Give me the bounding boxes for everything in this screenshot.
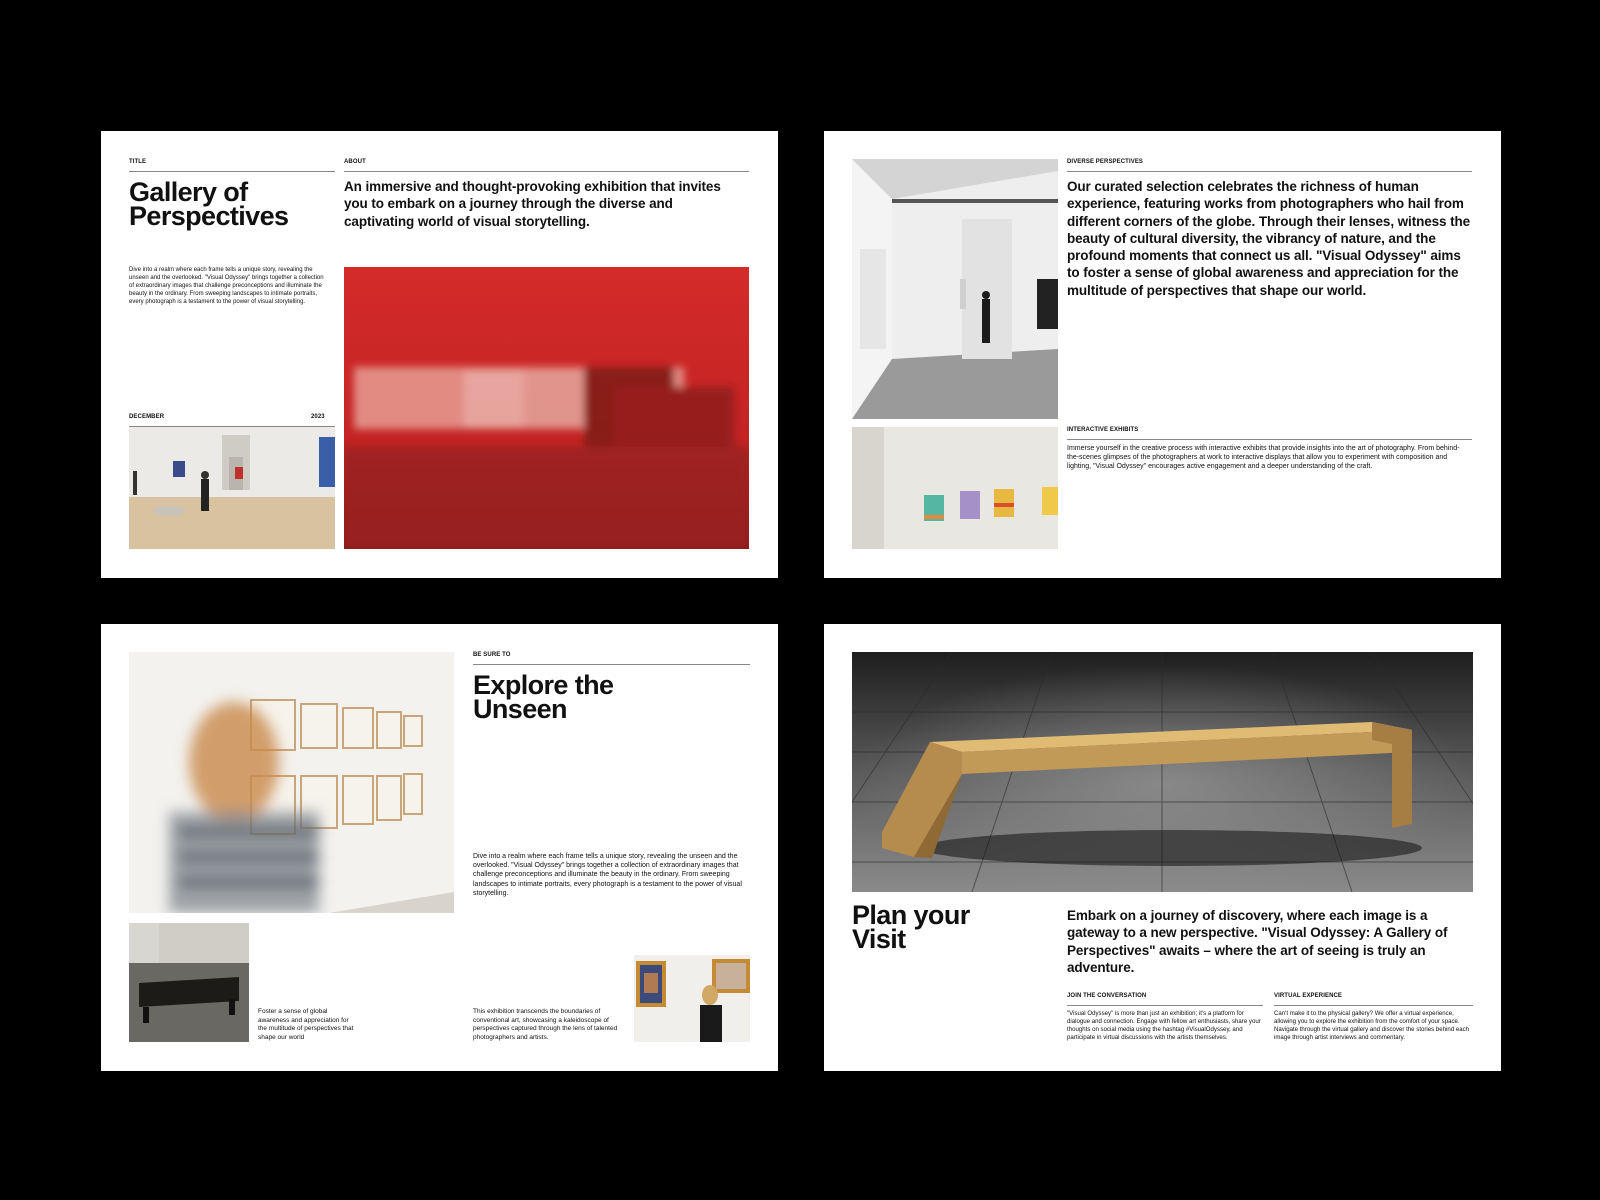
- join-text: "Visual Odyssey" is more than just an exhibition; it's a platform for dialogue and connection. Engage with fellow art enthusiasts, share your thoughts on social media using the hashtag #VisualOdyssey, and participate in virtual discussions with the artists themselves.: [1067, 1010, 1261, 1042]
- diverse-rule: [1067, 171, 1472, 172]
- woman-viewing-painting-photo: [634, 955, 750, 1042]
- plan-visit-lead: Embark on a journey of discovery, where each image is a gateway to a new perspective. "Visual Odyssey: A Gallery of Perspectives" awaits – where the art of seeing is truly an adventure.: [1067, 908, 1448, 975]
- virtual-text: Can't make it to the physical gallery? We offer a virtual experience, allowing you to explore the exhibition from the comfort of your space. Navigate through the virtual gallery and discover the stories behind each image through artist interviews and commentary.: [1274, 1010, 1470, 1042]
- slide-explore-the-unseen: [101, 624, 778, 1071]
- gallery-visitors-photo: [129, 427, 335, 549]
- about-rule: [344, 171, 749, 172]
- virtual-rule: [1274, 1005, 1473, 1006]
- join-rule: [1067, 1005, 1263, 1006]
- page-title: Gallery of Perspectives: [129, 177, 289, 232]
- leather-bench-photo: [129, 923, 249, 1042]
- interactive-rule: [1067, 439, 1472, 440]
- join-label: JOIN THE CONVERSATION: [1067, 993, 1147, 999]
- be-sure-rule: [473, 664, 750, 665]
- foster-text: Foster a sense of global awareness and appreciation for the multitude of perspectives that shape our world: [258, 1008, 354, 1041]
- blurred-visitor-framed-prints-photo: [129, 652, 454, 913]
- title-rule: [129, 171, 335, 172]
- month-label: DECEMBER: [129, 414, 165, 420]
- title-label: TITLE: [129, 159, 147, 165]
- explore-body-text: Dive into a realm where each frame tells a unique story, revealing the unseen and the overlooked. "Visual Odyssey" brings together a collection of extraordinary images that challenge preconceptions and illuminate the beauty in the ordinary. From sweeping landscapes to intimate portraits, every photograph is a testament to the power of visual storytelling.: [473, 853, 742, 897]
- red-gallery-wall-photo: [344, 267, 749, 549]
- interactive-text: Immerse yourself in the creative process with interactive exhibits that provide insights into the art of photography. From behind-the-scenes glimpses of the photographers at work to interactive displays that allow you to experiment with composition and lighting, "Visual Odyssey" encourages active engagement and a deeper understanding of the craft.: [1067, 445, 1460, 471]
- colorful-prints-photo: [852, 427, 1058, 549]
- interactive-label: INTERACTIVE EXHIBITS: [1067, 427, 1139, 433]
- be-sure-label: BE SURE TO: [473, 652, 511, 658]
- slide-gallery-of-perspectives: [101, 131, 778, 578]
- diverse-label: DIVERSE PERSPECTIVES: [1067, 159, 1144, 165]
- transcend-text: This exhibition transcends the boundaries of conventional art, showcasing a kaleidoscope of perspectives captured through the lens of talented photographers and artists.: [473, 1008, 618, 1041]
- year-label: 2023: [311, 414, 325, 420]
- plan-visit-title: Plan your Visit: [852, 900, 970, 955]
- virtual-label: VIRTUAL EXPERIENCE: [1274, 993, 1343, 999]
- white-gallery-corridor-photo: [852, 159, 1058, 419]
- intro-text: Dive into a realm where each frame tells a unique story, revealing the unseen and the overlooked. "Visual Odyssey" brings together a collection of extraordinary images that challenge preconceptions and illuminate the beauty in the ordinary. From sweeping landscapes to intimate portraits, every photograph is a testament to the power of visual storytelling.: [129, 267, 324, 305]
- diverse-text: Our curated selection celebrates the richness of human experience, featuring works from photographers who hail from different corners of the globe. Through their lenses, witness the beauty of cultural diversity, the vibrancy of nature, and the profound moments that connect us all. "Visual Odyssey" aims to foster a sense of global awareness and appreciation for the multitude of perspectives that shape our world.: [1067, 179, 1471, 298]
- wooden-bench-photo: [852, 652, 1473, 892]
- about-text: An immersive and thought-provoking exhibition that invites you to embark on a journey through the diverse and captivating world of visual storytelling.: [344, 179, 721, 229]
- about-label: ABOUT: [344, 159, 366, 165]
- explore-title: Explore the Unseen: [473, 670, 614, 725]
- slide-plan-your-visit: [824, 624, 1501, 1071]
- slide-diverse-perspectives: [824, 131, 1501, 578]
